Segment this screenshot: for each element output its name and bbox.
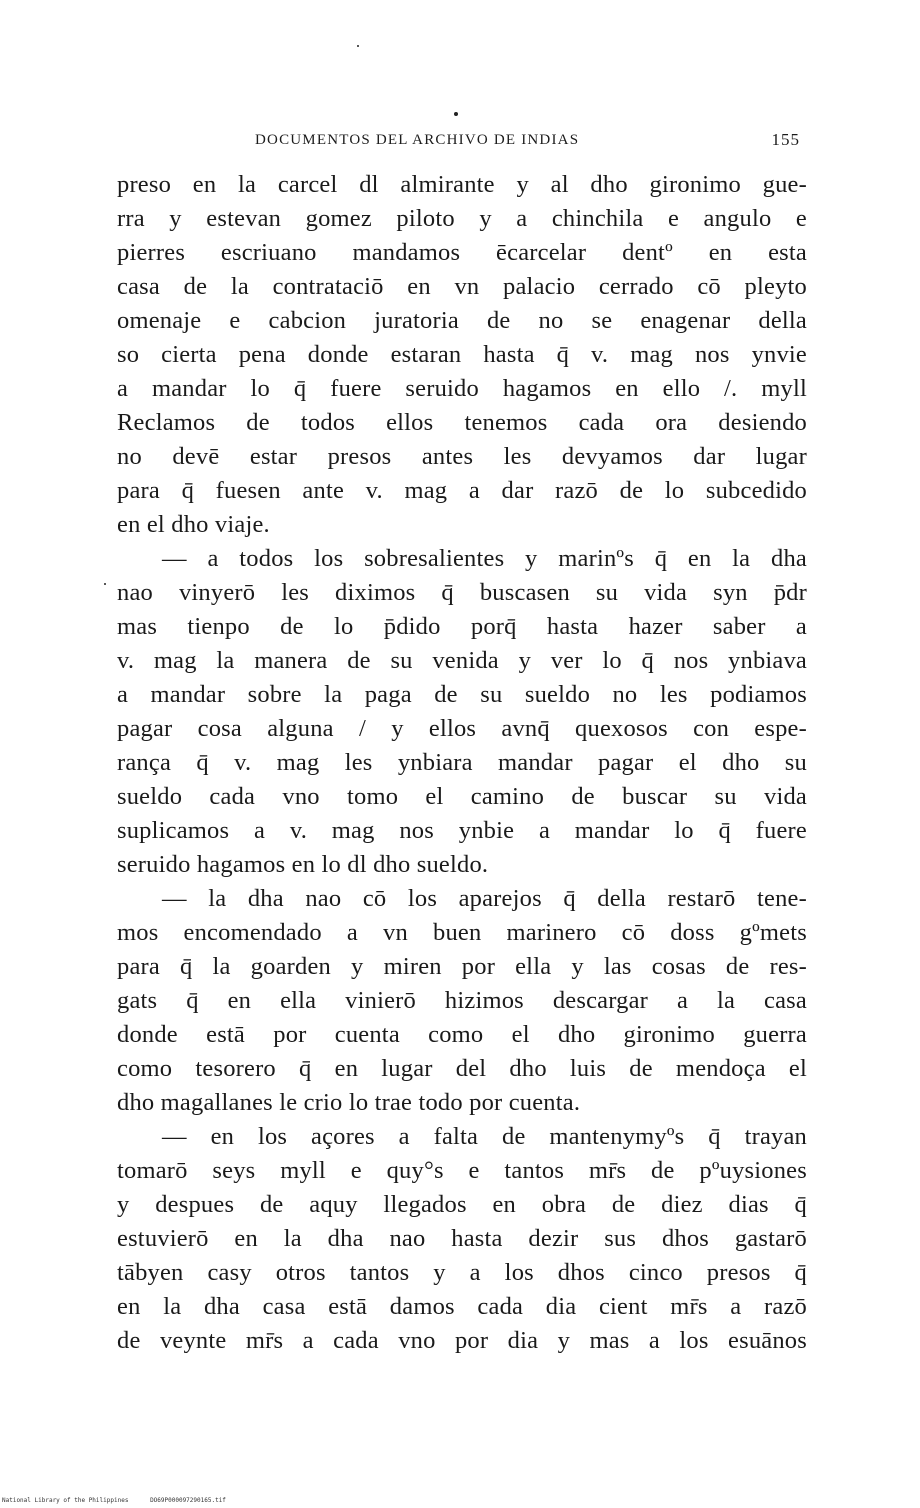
file-name: DO69P000097290165.tif — [150, 1497, 226, 1504]
running-title: DOCUMENTOS DEL ARCHIVO DE INDIAS — [255, 132, 580, 148]
text-line: tābyen casy otros tantos y a los dhos cinco presos q̄ — [117, 1259, 807, 1286]
text-line: preso en la carcel dl almirante y al dho gironimo gue- — [117, 171, 807, 198]
text-line: a mandar sobre la paga de su sueldo no les podiamos — [117, 681, 807, 708]
text-line: tomarō seys myll e quy°s e tantos mr̄s de pºuysiones — [117, 1157, 807, 1184]
text-line: a mandar lo q̄ fuere seruido hagamos en ello /. myll — [117, 375, 807, 402]
paragraph-3 — [117, 882, 807, 1120]
text-line: dho magallanes le crio lo trae todo por cuenta. — [117, 1089, 581, 1116]
ink-speck — [104, 583, 106, 585]
text-line: gats q̄ en ella vinierō hizimos descargar a la casa — [117, 987, 807, 1014]
text-line: mos encomendado a vn buen marinero cō doss gºmets — [117, 919, 807, 946]
text-line: sueldo cada vno tomo el camino de buscar su vida — [117, 783, 807, 810]
text-line: no devē estar presos antes les devyamos dar lugar — [117, 443, 807, 470]
text-line: suplicamos a v. mag nos ynbie a mandar lo q̄ fuere — [117, 817, 807, 844]
text-line: casa de la contrataciō en vn palacio cerrado cō pleyto — [117, 273, 807, 300]
text-line: en el dho viaje. — [117, 511, 270, 538]
text-line: v. mag la manera de su venida y ver lo q̄ nos ynbiava — [117, 647, 807, 674]
text-line: rra y estevan gomez piloto y a chinchila e angulo e — [117, 205, 807, 232]
body-text — [117, 168, 807, 1358]
text-line: pierres escriuano mandamos ēcarcelar dentº en esta — [117, 239, 807, 266]
text-line: so cierta pena donde estaran hasta q̄ v. mag nos ynvie — [117, 341, 807, 368]
text-line: donde estā por cuenta como el dho gironimo guerra — [117, 1021, 807, 1048]
text-line: Reclamos de todos ellos tenemos cada ora desiendo — [117, 409, 807, 436]
text-line: como tesorero q̄ en lugar del dho luis de mendoça el — [117, 1055, 807, 1082]
text-line: de veynte mr̄s a cada vno por dia y mas a los esuānos — [117, 1327, 807, 1354]
text-line: nao vinyerō les diximos q̄ buscasen su vida syn p̄dr — [117, 579, 807, 606]
text-line: en la dha casa estā damos cada dia cient mr̄s a razō — [117, 1293, 807, 1320]
ink-speck — [357, 45, 359, 47]
text-line: pagar cosa alguna / y ellos avnq̄ quexosos con espe- — [117, 715, 807, 742]
text-line: rança q̄ v. mag les ynbiara mandar pagar el dho su — [117, 749, 807, 776]
running-head — [255, 132, 800, 156]
text-line: seruido hagamos en lo dl dho sueldo. — [117, 851, 489, 878]
text-line: y despues de aquy llegados en obra de diez dias q̄ — [117, 1191, 807, 1218]
paragraph-4 — [117, 1120, 807, 1358]
page-number: 155 — [771, 130, 800, 149]
text-line: — a todos los sobresalientes y marinºs q̄ en la dha — [162, 545, 807, 572]
paragraph-2 — [117, 542, 807, 882]
text-line: — la dha nao cō los aparejos q̄ della restarō tene- — [162, 885, 807, 912]
text-line: estuvierō en la dha nao hasta dezir sus dhos gastarō — [117, 1225, 807, 1252]
scan-footer — [2, 1497, 244, 1504]
library-name: National Library of the Philippines — [2, 1497, 129, 1504]
text-line: para q̄ la goarden y miren por ella y las cosas de res- — [117, 953, 807, 980]
text-line: mas tienpo de lo p̄dido porq̄ hasta hazer saber a — [117, 613, 807, 640]
ink-speck — [454, 112, 458, 116]
text-line: omenaje e cabcion juratoria de no se enagenar della — [117, 307, 807, 334]
text-line: para q̄ fuesen ante v. mag a dar razō de lo subcedido — [117, 477, 807, 504]
text-line: — en los açores a falta de mantenymyºs q̄ trayan — [162, 1123, 807, 1150]
paragraph-1 — [117, 168, 807, 542]
